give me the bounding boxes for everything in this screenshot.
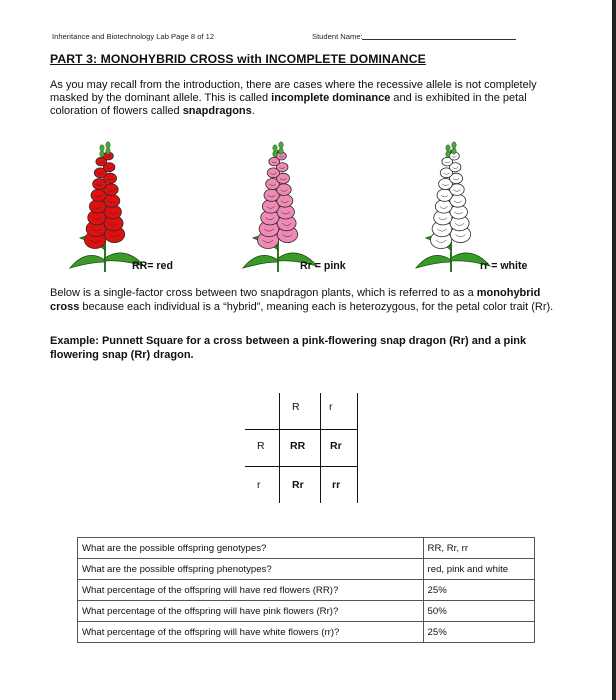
answer-cell[interactable]: 25% <box>423 622 534 643</box>
punnett-line <box>245 429 358 430</box>
question-cell: What are the possible offspring phenotypes? <box>78 559 424 580</box>
flower-bud <box>452 142 456 148</box>
flower-bud <box>279 142 283 148</box>
snapdragon-white-image <box>406 140 496 274</box>
punnett-top-allele-2: r <box>329 401 333 413</box>
page-edge-border <box>612 0 616 700</box>
flower-bud <box>106 142 110 148</box>
example-heading: Example: Punnett Square for a cross between a pink-flowering snap dragon (Rr) and a pink flowering snap (Rr) dragon. <box>50 335 527 361</box>
label-rr-red: RR= red <box>132 260 173 272</box>
answer-cell[interactable]: red, pink and white <box>423 559 534 580</box>
punnett-line <box>320 393 321 503</box>
student-name-blank <box>362 39 516 40</box>
label-rr-pink: Rr = pink <box>300 260 346 272</box>
punnett-cell: Rr <box>292 479 304 491</box>
table-row <box>78 601 535 622</box>
doc-header: Inheritance and Biotechnology Lab Page 8 of 12 <box>52 32 215 41</box>
term-snapdragons: snapdragons <box>182 105 252 117</box>
punnett-top-allele-1: R <box>292 401 300 413</box>
punnett-side-allele-2: r <box>257 479 261 491</box>
answer-cell[interactable]: 50% <box>423 601 534 622</box>
question-cell: What percentage of the offspring will have pink flowers (Rr)? <box>78 601 424 622</box>
punnett-cell: Rr <box>330 440 342 452</box>
table-row <box>78 538 535 559</box>
punnett-cell: RR <box>290 440 306 452</box>
table-row <box>78 559 535 580</box>
label-rr-white: rr = white <box>480 260 528 272</box>
punnett-square <box>245 393 365 503</box>
answer-cell[interactable]: 25% <box>423 580 534 601</box>
flower-bud <box>100 151 104 157</box>
section-title: PART 3: MONOHYBRID CROSS with INCOMPLETE DOMINANCE <box>50 52 426 66</box>
term-monohybrid-cross: monohybrid cross <box>50 287 541 313</box>
flower-bud <box>106 148 110 154</box>
question-cell: What are the possible offspring genotypes? <box>78 538 424 559</box>
punnett-line <box>279 393 280 503</box>
pink-petals <box>257 142 297 249</box>
snapdragon-white-drawing <box>406 140 496 274</box>
question-cell: What percentage of the offspring will have white flowers (rr)? <box>78 622 424 643</box>
flower-bud <box>446 145 450 151</box>
snapdragon-pink-image <box>233 140 323 274</box>
table-row <box>78 622 535 643</box>
flower-bud <box>273 145 277 151</box>
white-petals <box>430 142 470 249</box>
cross-paragraph: Below is a single-factor cross between two snapdragon plants, which is referred to as a monohybrid cross because each individual is a “hybrid”, meaning each is heterozygous, for the petal color trait (Rr). <box>50 287 554 313</box>
student-name-label: Student Name: <box>312 32 363 41</box>
table-row <box>78 580 535 601</box>
flower-bud <box>279 148 283 154</box>
punnett-side-allele-1: R <box>257 440 265 452</box>
snapdragon-red-drawing <box>60 140 150 274</box>
snapdragon-red-image <box>60 140 150 274</box>
snapdragon-pink-drawing <box>233 140 323 274</box>
red-petals <box>84 142 124 249</box>
flower-bud <box>452 148 456 154</box>
answer-cell[interactable]: RR, Rr, rr <box>423 538 534 559</box>
flower-bud <box>273 151 277 157</box>
punnett-cell: rr <box>332 479 341 491</box>
punnett-line <box>357 393 358 503</box>
flower-bud <box>446 151 450 157</box>
question-cell: What percentage of the offspring will have red flowers (RR)? <box>78 580 424 601</box>
flower-bud <box>100 145 104 151</box>
punnett-line <box>245 466 358 467</box>
snapdragon-illustrations <box>48 140 568 280</box>
intro-paragraph: As you may recall from the introduction, there are cases where the recessive allele is not completely masked by the dominant allele. This is called incomplete dominance and is exhibited in the petal coloration of flowers called snapdragons. <box>50 79 537 117</box>
questions-table <box>77 537 535 643</box>
term-incomplete-dominance: incomplete dominance <box>271 92 391 104</box>
